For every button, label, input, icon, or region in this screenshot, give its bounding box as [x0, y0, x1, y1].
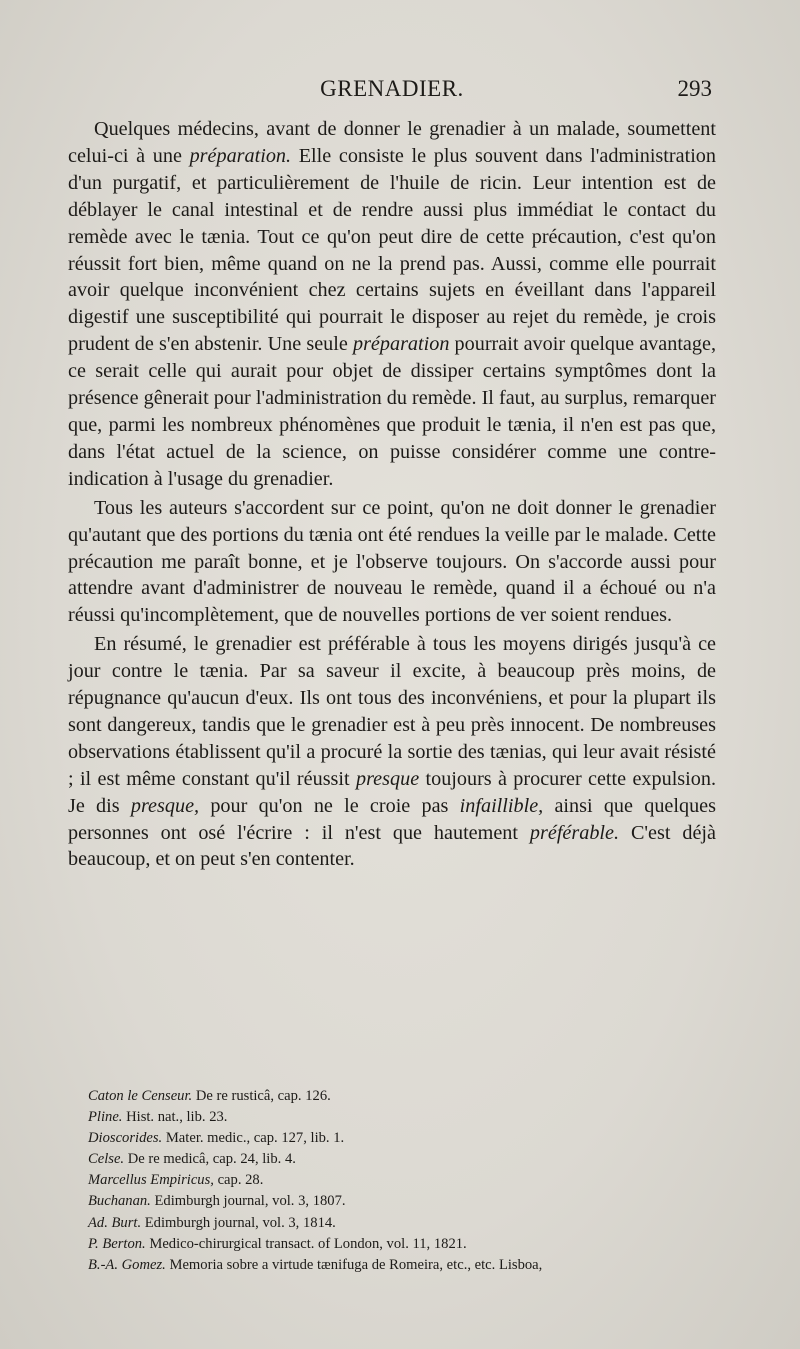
- italic-term: infaillible,: [459, 794, 544, 817]
- footnote-reference: Medico-chirurgical transact. of London, vol. 11, 1821.: [145, 1235, 467, 1252]
- footnote-author: P. Berton.: [88, 1235, 146, 1252]
- body-text: [68, 116, 716, 875]
- text-run: Elle consiste le plus souvent dans l'administration d'un purgatif, et particulièrement de l'huile de ricin. Leur intention est de déblayer le canal intestinal et de rendre aussi plus immédiat le contact du remède avec le tænia. Tout ce qu'on peut dire de cette précaution, c'est qu'on réussit fort bien, même quand on ne la prend pas. Aussi, comme elle pourrait avoir quelque inconvénient chez certains sujets en éveillant dans l'appareil digestif une susceptibilité qui pourrait le disposer au rejet du remède, je crois prudent de s'en abstenir. Une seule: [68, 144, 716, 356]
- italic-term: préparation.: [189, 144, 292, 167]
- footnote: [88, 1213, 718, 1234]
- footnote-author: Dioscorides.: [88, 1130, 163, 1147]
- text-run: ainsi que quelques personnes ont osé l'écrire : il n'est que hautement: [68, 794, 716, 844]
- italic-term: préférable.: [529, 821, 620, 844]
- footnote: [88, 1191, 718, 1212]
- footnote-author: Caton le Censeur.: [88, 1088, 193, 1104]
- footnote-author: Ad. Burt.: [88, 1214, 142, 1231]
- italic-term: presque: [355, 767, 420, 790]
- footnote-reference: De re medicâ, cap. 24, lib. 4.: [124, 1151, 296, 1168]
- footnote-author: Pline.: [88, 1109, 123, 1126]
- footnote-reference: cap. 28.: [213, 1172, 264, 1189]
- page-header: [68, 76, 716, 112]
- footnote-author: B.-A. Gomez.: [88, 1256, 166, 1273]
- italic-term: préparation: [352, 333, 450, 356]
- footnote-author: Marcellus Empiricus,: [88, 1172, 214, 1189]
- text-run: Quelques médecins, avant de donner le grenadier à un malade, soumettent celui-ci à une: [68, 118, 716, 167]
- italic-term: presque,: [130, 794, 200, 817]
- footnote-reference: Edimburgh journal, vol. 3, 1814.: [141, 1214, 336, 1231]
- footnote: [88, 1107, 718, 1128]
- footnote: [88, 1170, 718, 1191]
- text-run: pour qu'on ne le croie pas: [199, 794, 460, 817]
- text-run: Tous les auteurs s'accordent sur ce point, qu'on ne doit donner le grenadier qu'autant que des portions du tænia ont été rendues la veille par le malade. Cette précaution me paraît bonne, et je l'observe toujours. On s'accorde aussi pour attendre avant d'administrer de nouveau le remède, quand il a échoué ou n'a réussi qu'incomplètement, que de nouvelles portions de ver soient rendues.: [68, 496, 716, 627]
- paragraph: [68, 495, 716, 630]
- text-run: C'est déjà beaucoup, et on peut s'en contenter.: [68, 821, 716, 871]
- footnote-reference: Memoria sobre a virtude tænifuga de Romeira, etc., etc. Lisboa,: [165, 1256, 543, 1273]
- page-number: 293: [677, 76, 712, 101]
- footnote-reference: De re rusticâ, cap. 126.: [192, 1088, 331, 1104]
- text-run: pourrait avoir quelque avantage, ce serait celle qui aurait pour objet de dissiper certains symptômes dont la présence gênerait pour l'administration du remède. Il faut, au surplus, remarquer que, parmi les nombreux phénomènes que produit le tænia, il n'en est pas que, dans l'état actuel de la science, on puisse considérer comme une contre-indication à l'usage du grenadier.: [68, 333, 716, 490]
- paragraph: [68, 631, 716, 873]
- text-run: toujours à procurer cette expulsion. Je dis: [68, 767, 716, 817]
- footnote-author: Buchanan.: [88, 1193, 151, 1210]
- footnote: [88, 1255, 718, 1276]
- footnote-author: Celse.: [88, 1151, 125, 1168]
- footnote: [88, 1128, 718, 1149]
- footnote-reference: Edimburgh journal, vol. 3, 1807.: [150, 1193, 346, 1210]
- footnote-reference: Mater. medic., cap. 127, lib. 1.: [162, 1130, 345, 1147]
- paragraph: [68, 116, 716, 493]
- footnotes: [88, 1086, 718, 1276]
- footnote-reference: Hist. nat., lib. 23.: [122, 1109, 228, 1126]
- running-head: GRENADIER.: [320, 76, 464, 101]
- footnote: [88, 1086, 718, 1107]
- footnote: [88, 1234, 718, 1255]
- text-run: En résumé, le grenadier est préférable à tous les moyens dirigés jusqu'à ce jour contre le tænia. Par sa saveur il excite, à beaucoup près moins, de répugnance qu'aucun d'eux. Ils ont tous des inconvéniens, et pour la plupart ils sont dangereux, tandis que le grenadier est à peu près innocent. De nombreuses observations établissent qu'il a procuré la sortie des tænias, qui leur avait résisté ; il est même constant qu'il réussit: [68, 633, 716, 790]
- footnote: [88, 1149, 718, 1170]
